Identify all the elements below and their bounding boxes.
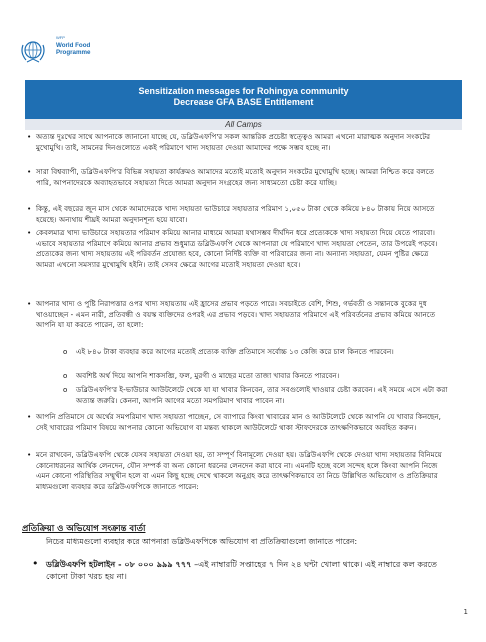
hotline-item	[46, 558, 446, 582]
title-line-1: Sensitization messages for Rohingya community	[138, 86, 349, 96]
bullet-4: • কেবলমাত্র খাদ্য ভাউচারে সহায়তার পরিমাণ কমিয়ে আনার মাধ্যমে আমরা যথাসম্ভব দীর্ঘদিন ধরে প্রত্যেককে খাদ্য সহায়তা দিয়ে যেতে পারবো। এভাবে সহায়তার পরিমাণে কমিয়ে আনার প্রভাব শুধুমাত্র ডব্লিউএফপি থেকে আপনারা যে পরিমাণে খাদ্য সহায়তা পেতেন, তার উপরেই পড়বে। প্রত্যেকের জন্য খাদ্য সহায়তায় এই পরিবর্তন প্রযোজ্য হবে, কোনো নির্দিষ্ট ব্যক্তি বা পরিবারের জন্য না। অন্যান্য সহায়তা, যেমন পুষ্টির ক্ষেত্রে আমরা এখনো সমস্যার মুখোমুখি হইনি। তাই সেসব ক্ষেত্রে আগের মতোই সহায়তা দেওয়া হবে।	[36, 228, 446, 270]
page-number: 1	[463, 608, 468, 616]
bullet-5: • আপনার খাদ্য ও পুষ্টি নিরাপত্তার ওপর খাদ্য সহায়তায় এই হ্রাসের প্রভাব পড়তে পারে। সবচাইতে বেশি, শিশু, গর্ভবতী ও সন্তানকে বুকের দুধ খাওয়াচ্ছেন - এমন নারী, প্রতিবন্ধী ও বয়স্ক ব্যক্তিদের ওপরই এর প্রভাব পড়বে। খাদ্য সহায়তার পরিমাণে এই পরিবর্তনের প্রভাব কমিয়ে আনতে আপনি যা যা করতে পারেন, তা হলো:	[36, 299, 446, 331]
bullet-7: • মনে রাখবেন, ডব্লিউএফপি থেকে যেসব সহায়তা দেওয়া হয়, তা সম্পূর্ণ বিনামূল্যে দেওয়া হয়। ডব্লিউএফপি থেকে দেওয়া খাদ্য সহায়তার বিনিময়ে কোনোধরনের আর্থিক লেনদেন, যৌন সম্পর্ক বা অন্য কোনো ধরনের লেনদেন করা যাবে না। এমনটি হচ্ছে বলে সন্দেহ হলে কিংবা আপনি নিজে এমন কোনো পরিস্থিতির সম্মুখীন হলে বা এমন কিছু হচ্ছে দেখে থাকলে অনুগ্রহ করে তাৎক্ষণিকভাবে তা নিচে উল্লিখিত অভিযোগ ও প্রতিক্রিয়ার মাধ্যমগুলো ব্যবহার করে ডব্লিউএফপিকে জানাতে পারেন:	[36, 450, 446, 492]
bullet-2: • সারা বিশ্বব্যাপী, ডব্লিউএফপি'র বিভিন্ন সহায়তা কার্যক্রমও আমাদের মতোই মতোই অনুদান সংকটের মুখোমুখি হচ্ছে। আমরা নিশ্চিত করে বলতে পারি, আপনাদেরকে অব্যাহতভাবে সহায়তা দিতে আমরা অনুদান সংগ্রহের জন্য সাধ্যমতো চেষ্টা করে যাচ্ছি।	[36, 167, 446, 188]
wfp-emblem-icon	[18, 37, 48, 67]
sub-bullet-2: o অবশিষ্ট অর্থ দিয়ে আপনি শাকসব্জি, ফল, মুরগী ও মাছের মতো তাজা খাবার কিনতে পারবেন।	[76, 371, 448, 382]
bullet-6: • আপনি প্রতিমাসে যে অর্থের সমপরিমাণ খাদ্য সহায়তা পাচ্ছেন, সে ব্যাপারে কিংবা খাবারের মান ও আউটলেটে থেকে আপনি যে খাবার কিনছেন, সেই খাবারের পরিমাণ বিষয়ে আপনার কোনো অভিযোগ বা মন্তব্য থাকলে আউটলেটে থাকা স্টাফদেরকে তাৎক্ষণিকভাবে অবহিত করুন।	[36, 412, 446, 433]
title-line-2: Decrease GFA BASE Entitlement	[173, 97, 314, 107]
section-intro: নিচের মাধ্যমগুলো ব্যবহার করে আপনারা ডব্লিউএফপিকে অভিযোগ বা প্রতিক্রিয়াগুলো জানাতে পারেন:	[46, 537, 358, 546]
bullet-1: • অত্যন্ত দুঃখের সাথে আপনাকে জানানো যাচ্ছে যে, ডব্লিউএফপি'র সকল আন্তরিক প্রচেষ্টা স্বত্ত্বেও আমরা এখনো মারাত্মক অনুদান সংকটের মুখোমুখি। তাই, সামনের দিনগুলোতে একই পরিমাণে খাদ্য সহায়তা দেওয়া আমাদের পক্ষে সম্ভব হচ্ছে না।	[36, 132, 446, 153]
sub-bullet-3: o ডব্লিউএফপি'র ই-ভাউচার আউটলেটে থেকে যা যা খাবার কিনবেন, তার সবগুলোই খাওয়ার চেষ্টা করবেন। এই সময়ে এসে এটা করা অত্যন্ত জরুরি। কেননা, আপনি আগের মতো সমপরিমাণ খাবার পাবেন না।	[76, 385, 448, 406]
document-title	[25, 80, 462, 119]
document-subtitle: All Camps	[25, 119, 462, 130]
section-heading: প্রতিক্রিয়া ও অভিযোগ সংক্রান্ত বার্তা	[22, 524, 146, 534]
logo-short: WFP	[56, 35, 65, 40]
hotline-text: –এই নাম্বারটি সপ্তাহের ৭ দিন ২৪ ঘন্টা খোলা থাকে। এই নাম্বারে কল করতে কোনো টাকা খরচ হয় না।	[46, 559, 438, 581]
logo-org-name: World Food Programme	[56, 42, 91, 56]
sub-bullet-1: o এই ৮৪০ টাকা ব্যবহার করে আগের মতোই প্রত্যেক ব্যক্তি প্রতিমাসে সর্বোচ্চ ১৩ কেজি করে চাল কিনতে পারবেন।	[76, 347, 448, 358]
bullet-3: • কিন্তু, এই বছরের জুন মাস থেকে আমাদেরকে খাদ্য সহায়তা ভাউচারে সহায়তার পরিমাণ ১,০৫০ টাকা থেকে কমিয়ে ৮৪০ টাকায় নিয়ে আসতে হয়েছে। অন্যথায় শীঘ্রই আমরা অনুদানশূন্য হয়ে যাবো।	[36, 204, 446, 225]
hotline-label: ডব্লিউএফপি হটলাইন - ০৮ ০০০ ৯৯৯ ৭৭৭	[46, 559, 192, 569]
